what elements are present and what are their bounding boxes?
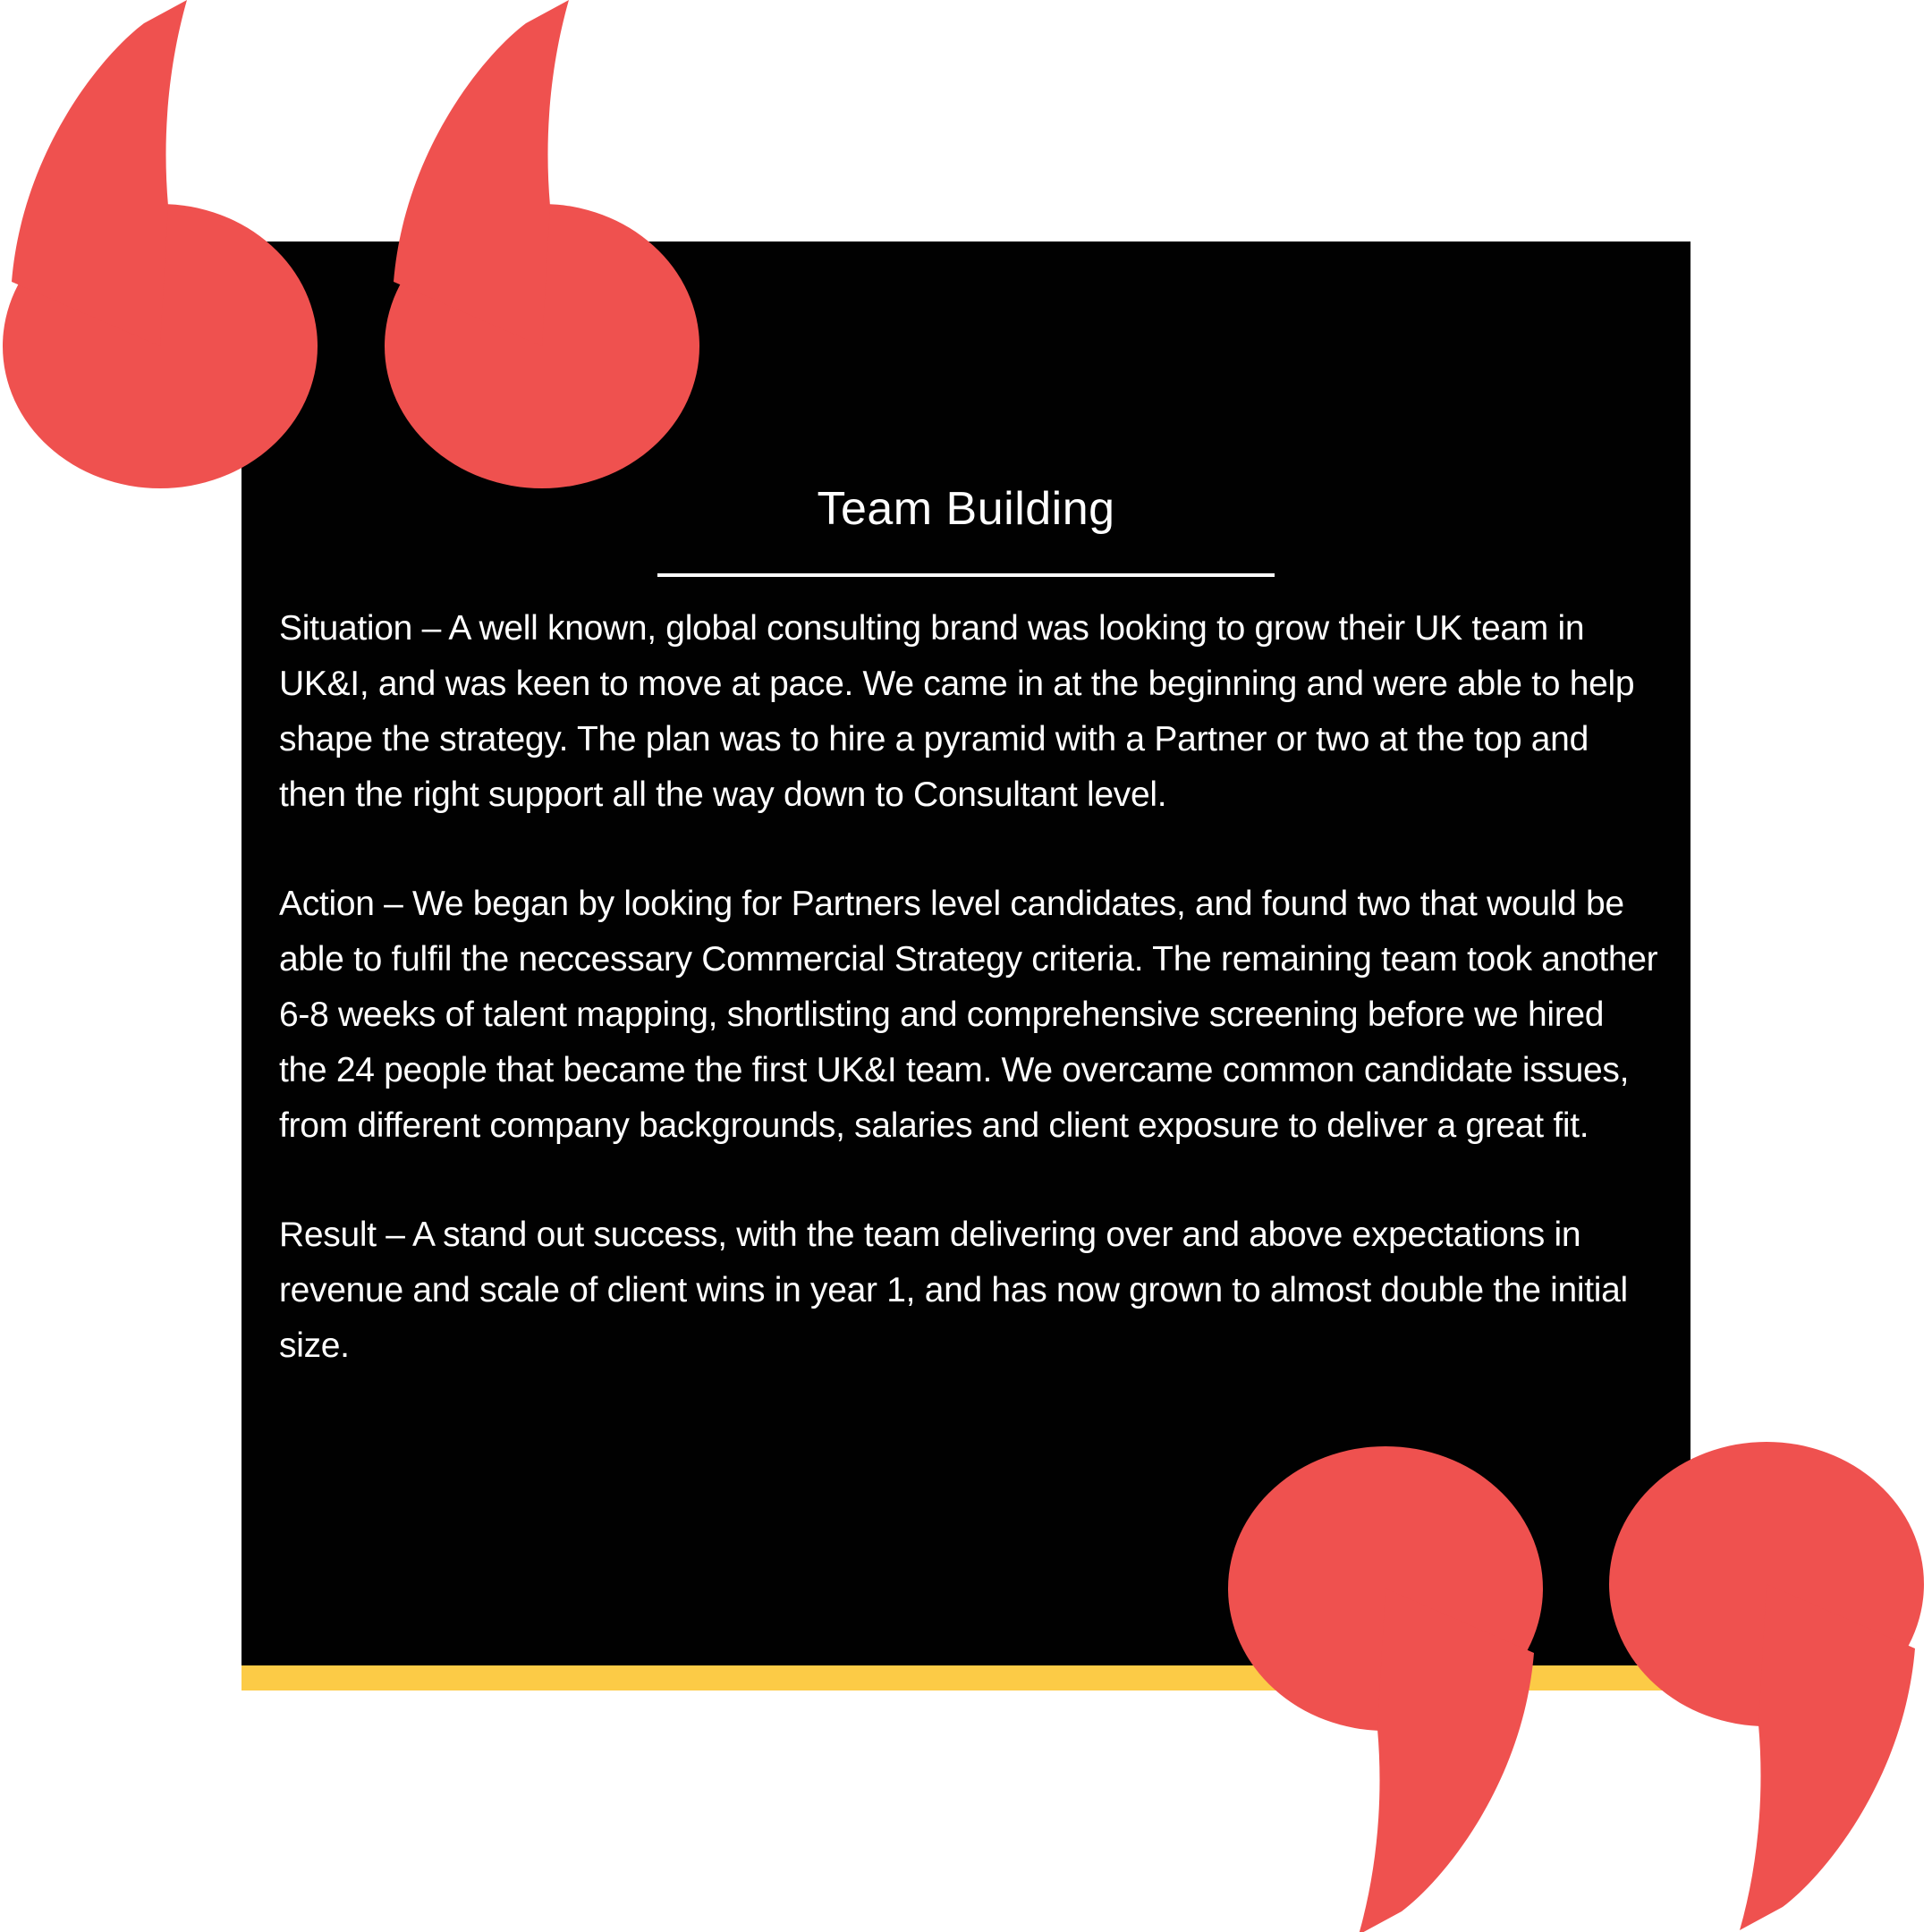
opening-quote-right-icon	[385, 0, 699, 488]
paragraph-result: Result – A stand out success, with the team delivering over and above expectations in revenue and scale of client wins in year 1, and has now grown to almost double the initial size.	[279, 1216, 1628, 1365]
title-divider	[657, 573, 1275, 577]
closing-quote-right-icon	[1609, 1442, 1924, 1930]
card-body	[279, 601, 1661, 1428]
card-title: Team Building	[817, 483, 1115, 535]
opening-quote-left-icon	[3, 0, 318, 488]
closing-quote-left-icon	[1228, 1446, 1543, 1932]
paragraph-action: Action – We began by looking for Partners level candidates, and found two that would be able to fulfil the neccessary Commercial Strategy criteria. The remaining team took another 6-8 weeks of talent mapping, shortlisting and comprehensive screening before we hired the 24 people that became the first UK&I team. We overcame common candidate issues, from different company backgrounds, salaries and client exposure to deliver a great fit.	[279, 885, 1658, 1145]
paragraph-situation: Situation – A well known, global consulting brand was looking to grow their UK team in UK&I, and was keen to move at pace. We came in at the beginning and were able to help shape the strategy. The plan was to hire a pyramid with a Partner or two at the top and then the right support all the way down to Consultant level.	[279, 609, 1635, 814]
